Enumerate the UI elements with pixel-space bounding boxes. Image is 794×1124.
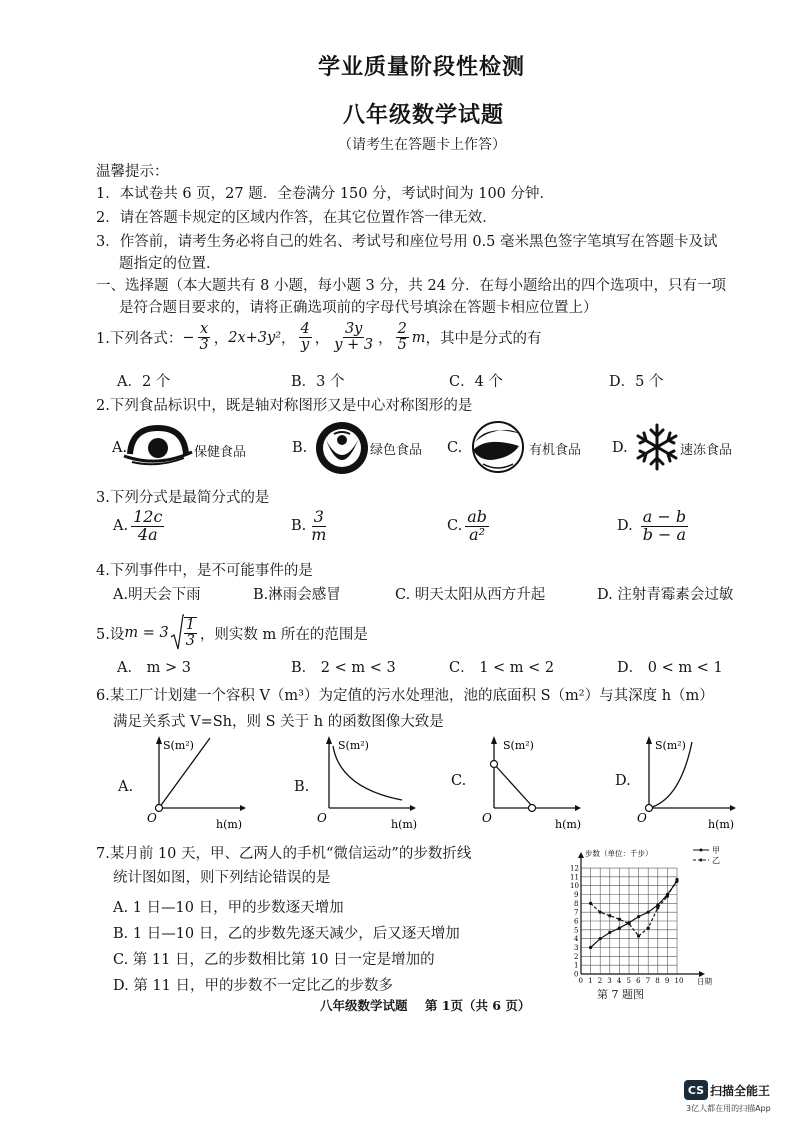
- green-food-logo-icon: [314, 420, 370, 476]
- q5-option-c: C． 1 < m < 2: [449, 660, 555, 676]
- q6-option-a-letter: A.: [118, 779, 134, 795]
- q1-sign: −: [182, 329, 195, 346]
- data-point: [618, 918, 621, 921]
- q4-option-b: B.淋雨会感冒: [253, 587, 341, 603]
- q6-graph-d: [630, 730, 740, 830]
- exam-title: 学业质量阶段性检测: [318, 54, 526, 80]
- axis-label-s: S(m²): [163, 739, 194, 752]
- q2-option-c-letter: C.: [447, 440, 463, 456]
- q6-graph-a: [140, 730, 250, 830]
- legend-label: 甲: [712, 846, 720, 855]
- x-tick-label: 2: [597, 977, 603, 985]
- q5-option-d: D． 0 < m < 1: [617, 660, 723, 676]
- question-7-stem-cont: 统计图如图，则下列结论错误的是: [113, 870, 331, 886]
- svg-text:S(m²): S(m²): [655, 739, 686, 752]
- question-7-stem: 7.某月前 10 天，甲、乙两人的手机“微信运动”的步数折线: [96, 846, 472, 862]
- question-6-stem-cont: 满足关系式 V=Sh，则 S 关于 h 的函数图像大致是: [113, 714, 444, 730]
- question-6-stem: 6.某工厂计划建一个容积 V（m³）为定值的污水处理池，池的底面积 S（m²）与其深度 h（m）: [96, 688, 714, 704]
- chart-title: 步数（单位：千步）: [585, 849, 653, 859]
- q3-option-a: A. $\frac{12c}{4a}$: [113, 507, 163, 544]
- q2-option-d-label: 速冻食品: [680, 443, 733, 458]
- q6-option-d-letter: D.: [615, 773, 631, 789]
- snowflake-icon: [632, 422, 682, 472]
- q1-prefix: 1.下列各式：: [96, 331, 183, 348]
- radical-sign-icon: [170, 613, 184, 653]
- x-tick-label: 10: [674, 977, 684, 985]
- q5-expression: m = 3: [124, 625, 169, 641]
- q6-option-b-letter: B.: [294, 779, 310, 795]
- legend-label: 乙: [712, 856, 720, 865]
- question-5-stem: 5.设 m = 3 $\frac{1}{3}$ ，则实数 m 所在的范围是: [96, 613, 368, 653]
- q6-graph-c: [475, 730, 585, 830]
- y-tick-label: 4: [574, 935, 579, 944]
- q1-suffix: ，其中是分式的有: [425, 331, 542, 348]
- data-point: [599, 937, 602, 940]
- data-point: [637, 934, 640, 937]
- q5-option-b: B． 2 < m < 3: [291, 660, 396, 676]
- q7-option-d: D. 第 11 日，甲的步数不一定比乙的步数多: [113, 978, 393, 994]
- q1-fraction-5: $\frac{2}{5}$: [397, 321, 407, 354]
- data-point: [647, 911, 650, 914]
- data-point: [608, 931, 611, 934]
- svg-text:S(m²): S(m²): [503, 739, 534, 752]
- y-tick-label: 3: [574, 944, 579, 953]
- q1-option-b: B．3 个: [291, 374, 345, 390]
- q2-option-d-letter: D.: [612, 440, 628, 456]
- q3-option-b: B. $\frac{3}{m}$: [291, 507, 327, 544]
- svg-text:O: O: [317, 811, 327, 825]
- data-point: [589, 946, 592, 949]
- x-tick-label: 3: [607, 977, 612, 985]
- figure-caption: 第 7 题图: [597, 988, 644, 1001]
- tip-item: 题指定的位置．: [119, 256, 221, 272]
- q1-polynomial: 2x+3y²: [228, 329, 282, 346]
- data-point: [608, 914, 611, 917]
- q5-option-a: A． m > 3: [117, 660, 191, 676]
- q1-option-d: D．5 个: [609, 374, 664, 390]
- svg-text:O: O: [637, 811, 647, 825]
- q3-option-c: C. $\frac{ab}{\text{a²}}$: [447, 507, 487, 544]
- x-tick-label: 0: [578, 977, 583, 985]
- q1-fraction-4: $\frac{3y}{y + 3}$: [334, 321, 374, 354]
- data-point: [656, 906, 659, 909]
- data-point: [637, 915, 640, 918]
- data-point: [599, 911, 602, 914]
- y-axis-arrow: [578, 852, 584, 858]
- question-4-stem: 4.下列事件中，是不可能事件的是: [96, 563, 313, 579]
- question-2-stem: 2.下列食品标识中，既是轴对称图形又是中心对称图形的是: [96, 398, 473, 414]
- data-point: [618, 926, 621, 929]
- step-count-line-chart: [555, 832, 745, 1004]
- y-tick-label: 12: [570, 864, 579, 873]
- answer-note: （请考生在答题卡上作答）: [338, 137, 506, 153]
- section-heading: 一、选择题（本大题共有 8 小题，每小题 3 分，共 24 分．在每小题给出的四个选项中，只有一项: [96, 278, 727, 294]
- x-tick-label: 8: [655, 977, 660, 985]
- y-tick-label: 6: [574, 917, 579, 926]
- x-tick-label: 9: [664, 977, 670, 985]
- q4-option-c: C. 明天太阳从西方升起: [395, 587, 546, 603]
- q6-option-c-letter: C.: [451, 773, 467, 789]
- question-3-stem: 3.下列分式是最简分式的是: [96, 490, 270, 506]
- q7-option-c: C. 第 11 日，乙的步数相比第 10 日一定是增加的: [113, 952, 435, 968]
- svg-text:h(m): h(m): [555, 818, 582, 830]
- x-tick-label: 7: [645, 977, 651, 985]
- watermark-slogan: 3亿人都在用的扫描App: [686, 1104, 771, 1113]
- axis-label-h: h(m): [216, 818, 243, 830]
- organic-food-logo-icon: [467, 420, 529, 474]
- q1-option-c: C．4 个: [449, 374, 503, 390]
- q2-option-b-letter: B.: [292, 440, 308, 456]
- q2-option-a-label: 保健食品: [194, 445, 247, 460]
- camscanner-logo-icon: CS: [684, 1080, 708, 1100]
- q4-option-a: A.明天会下雨: [113, 587, 201, 603]
- origin-label: O: [147, 811, 157, 825]
- page-footer: 八年级数学试题 第 1页（共 6 页）: [320, 998, 531, 1013]
- q7-option-a: A. 1 日—10 日，甲的步数逐天增加: [113, 900, 344, 916]
- x-tick-label: 4: [616, 977, 622, 985]
- y-tick-label: 0: [574, 970, 579, 979]
- health-food-logo-icon: [122, 424, 194, 468]
- q2-option-c-label: 有机食品: [529, 443, 582, 458]
- x-tick-label: 6: [636, 977, 641, 985]
- series-line-1: [591, 879, 677, 936]
- data-point: [647, 926, 650, 929]
- y-tick-label: 5: [574, 926, 579, 935]
- q1-option-a: A．2 个: [117, 374, 171, 390]
- svg-text:S(m²): S(m²): [338, 739, 369, 752]
- data-point: [666, 895, 669, 898]
- x-tick-label: 5: [626, 977, 631, 985]
- data-point: [589, 902, 592, 905]
- y-tick-label: 11: [570, 873, 579, 882]
- tip-item: 2．请在答题卡规定的区域内作答，在其它位置作答一律无效．: [96, 210, 497, 226]
- y-tick-label: 10: [570, 882, 579, 891]
- x-axis-label: 日期: [697, 977, 712, 986]
- q1-fraction-1: $\frac{x}{3}$: [199, 321, 209, 354]
- legend-marker: [700, 849, 703, 852]
- y-tick-label: 8: [574, 899, 579, 908]
- data-point: [627, 922, 630, 925]
- tips-heading: 温馨提示：: [96, 164, 169, 180]
- svg-text:O: O: [482, 811, 492, 825]
- svg-text:h(m): h(m): [391, 818, 418, 830]
- q6-graph-b: [310, 730, 420, 830]
- q4-option-d: D. 注射青霉素会过敏: [597, 587, 734, 603]
- q2-option-b-label: 绿色食品: [370, 443, 423, 458]
- series-line-0: [591, 881, 677, 947]
- y-tick-label: 9: [574, 891, 579, 900]
- svg-text:h(m): h(m): [708, 818, 735, 830]
- watermark-brand: 扫描全能王: [710, 1084, 771, 1098]
- y-tick-label: 2: [574, 952, 579, 961]
- q1-fraction-3: $\frac{4}{y}$: [300, 321, 310, 354]
- tip-item: 1．本试卷共 6 页，27 题．全卷满分 150 分，考试时间为 100 分钟．: [96, 186, 555, 202]
- tip-item: 3．作答前，请考生务必将自己的姓名、考试号和座位号用 0.5 毫米黑色签字笔填写在答题卡及试: [96, 234, 718, 250]
- q2-option-a-letter: A.: [112, 440, 128, 456]
- y-tick-label: 1: [574, 961, 579, 970]
- data-point: [675, 878, 678, 881]
- q3-option-d: D. $\frac{a - b}{b - a}$: [617, 507, 687, 544]
- question-1-stem: 1.下列各式： − $\frac{x}{3}$ ， 2x+3y² ， $\frac{4}{y}$ ， $\frac{3y}{y + 3}$ ， $\frac{2}{5}$ m ，其中是分式的有: [96, 321, 542, 354]
- subject-title: 八年级数学试题: [343, 102, 505, 128]
- y-tick-label: 7: [574, 908, 579, 917]
- legend-marker: [700, 859, 703, 862]
- section-heading-cont: 是符合题目要求的，请将正确选项前的字母代号填涂在答题卡相应位置上）: [119, 300, 598, 316]
- q7-option-b: B. 1 日—10 日，乙的步数先逐天减少，后又逐天增加: [113, 926, 460, 942]
- x-tick-label: 1: [588, 977, 593, 985]
